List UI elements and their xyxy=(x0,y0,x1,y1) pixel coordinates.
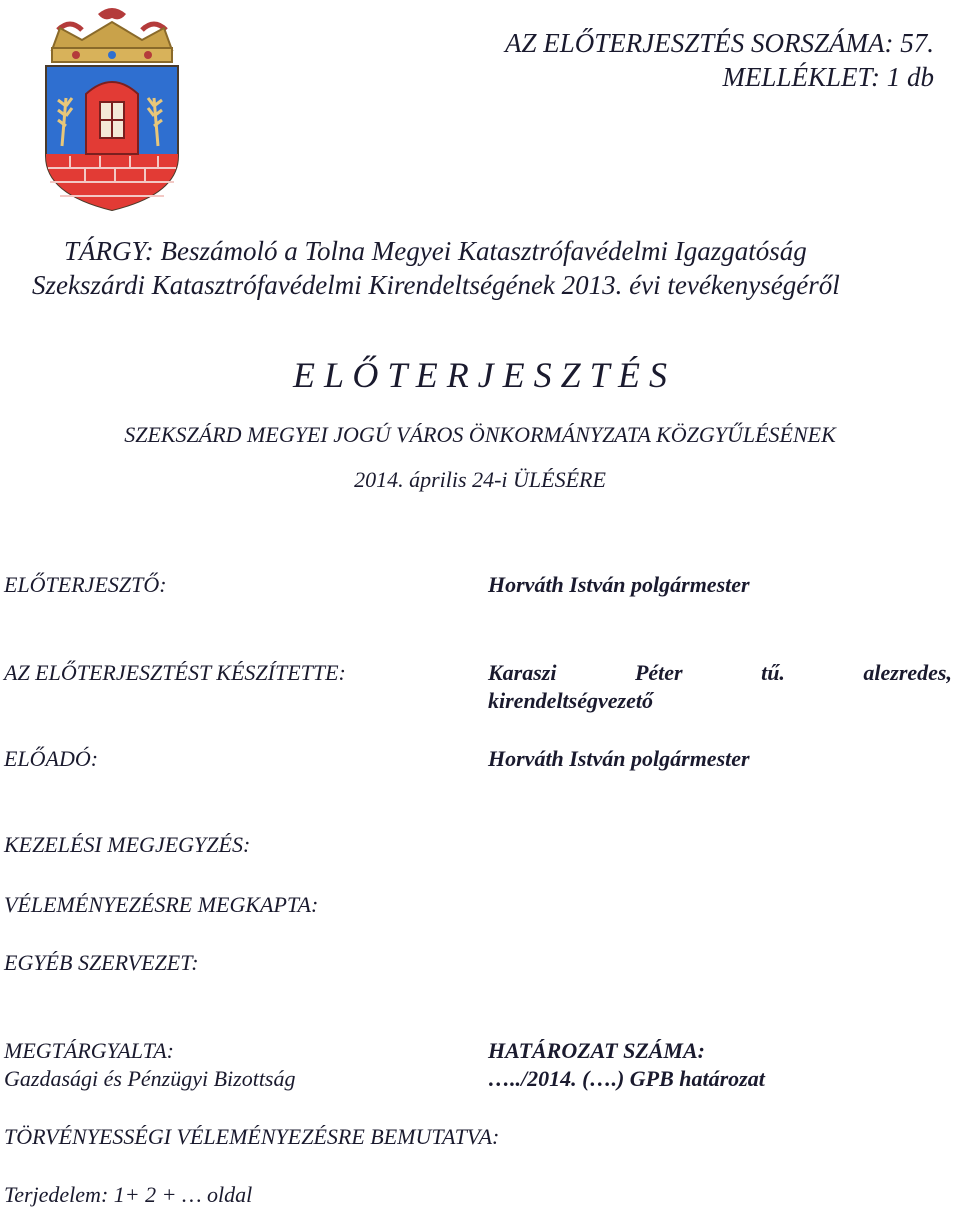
assembly-name: SZEKSZÁRD MEGYEI JOGÚ VÁROS ÖNKORMÁNYZATA KÖZGYŰLÉSÉNEK xyxy=(124,422,836,447)
discussed-by-label: MEGTÁRGYALTA: xyxy=(4,1038,174,1063)
resolution-number-label: HATÁROZAT SZÁMA: xyxy=(488,1038,705,1063)
prepared-by-word: Karaszi xyxy=(488,660,557,685)
coat-of-arms-icon xyxy=(40,6,184,212)
prepared-by-value-line-1 xyxy=(488,660,952,686)
session-date: 2014. április 24-i ÜLÉSÉRE xyxy=(354,467,606,492)
page-count: Terjedelem: 1+ 2 + … oldal xyxy=(4,1182,253,1207)
speaker-label: ELŐADÓ: xyxy=(4,746,99,771)
subject-line-2: Szekszárdi Katasztrófavédelmi Kirendeltségének 2013. évi tevékenységéről xyxy=(32,270,840,300)
prepared-by-word: Péter xyxy=(634,660,683,685)
presenter-value: Horváth István polgármester xyxy=(488,572,750,597)
crown-icon xyxy=(52,8,172,62)
prepared-by-word: tű. xyxy=(761,660,785,685)
handling-notes-label: KEZELÉSI MEGJEGYZÉS: xyxy=(4,832,251,857)
discussed-by-value: Gazdasági és Pénzügyi Bizottság xyxy=(4,1066,296,1091)
document-title: E L Ő T E R J E S Z T É S xyxy=(292,355,668,395)
prepared-by-value-line-2: kirendeltségvezető xyxy=(488,688,653,713)
attachment-count: MELLÉKLET: 1 db xyxy=(722,62,934,92)
legality-review-label: TÖRVÉNYESSÉGI VÉLEMÉNYEZÉSRE BEMUTATVA: xyxy=(4,1124,500,1149)
other-organization-label: EGYÉB SZERVEZET: xyxy=(4,950,199,975)
document-number: AZ ELŐTERJESZTÉS SORSZÁMA: 57. xyxy=(505,28,934,58)
speaker-value: Horváth István polgármester xyxy=(488,746,750,771)
prepared-by-label: AZ ELŐTERJESZTÉST KÉSZÍTETTE: xyxy=(4,660,346,685)
resolution-number-value: …../2014. (….) GPB határozat xyxy=(488,1066,765,1091)
presenter-label: ELŐTERJESZTŐ: xyxy=(4,572,167,597)
received-for-review-label: VÉLEMÉNYEZÉSRE MEGKAPTA: xyxy=(4,892,319,917)
subject-line-1: TÁRGY: Beszámoló a Tolna Megyei Katasztrófavédelmi Igazgatóság xyxy=(64,236,807,266)
prepared-by-word: alezredes, xyxy=(863,660,952,685)
